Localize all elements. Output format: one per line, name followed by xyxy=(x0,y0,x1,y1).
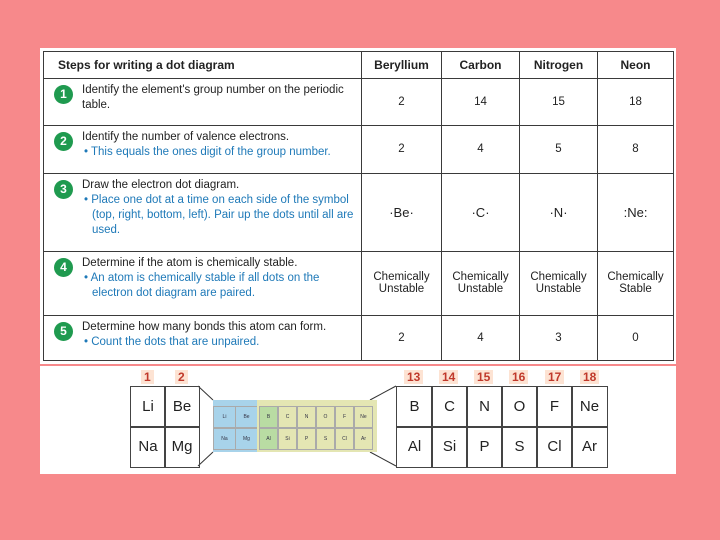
header-row xyxy=(44,52,674,79)
element-box: Na xyxy=(130,426,166,468)
element-box: Al xyxy=(396,426,433,468)
value-cell: 8 xyxy=(598,125,674,173)
step-number: 5 xyxy=(54,322,73,341)
value-cell: Chemically Unstable xyxy=(442,251,520,316)
group-label: 17 xyxy=(545,370,564,384)
beryllium-dot-diagram: ·Be· xyxy=(389,204,414,220)
neon-header: Neon xyxy=(598,52,674,79)
value-cell: 5 xyxy=(520,125,598,173)
value-cell: 2 xyxy=(362,316,442,361)
step-subtext: • Place one dot at a time on each side of the symbol (top, right, bottom, left). Pair up the dots until all are used. xyxy=(82,193,355,238)
steps-header: Steps for writing a dot diagram xyxy=(44,52,362,79)
step-number: 3 xyxy=(54,180,73,199)
value-cell: 4 xyxy=(442,316,520,361)
dot-diagram-steps-panel xyxy=(40,48,676,364)
value-cell: 15 xyxy=(520,79,598,126)
step-number: 4 xyxy=(54,258,73,277)
step-cell xyxy=(44,251,362,316)
beryllium-header: Beryllium xyxy=(362,52,442,79)
table-row xyxy=(44,125,674,173)
element-box: Ar xyxy=(571,426,608,468)
element-box: Mg xyxy=(164,426,200,468)
value-cell: 2 xyxy=(362,79,442,126)
step-text: Determine if the atom is chemically stable. xyxy=(82,256,298,269)
value-cell: 18 xyxy=(598,79,674,126)
nitrogen-dot-diagram: ·N· xyxy=(549,204,568,220)
group-label: 15 xyxy=(474,370,493,384)
nitrogen-header: Nitrogen xyxy=(520,52,598,79)
mini-block-right: B C N O F Ne Al Si P S Cl Ar xyxy=(257,400,377,452)
element-box: B xyxy=(396,386,433,428)
mini-block-left: Li Be Na Mg xyxy=(213,400,257,452)
step-cell xyxy=(44,125,362,173)
value-cell: 2 xyxy=(362,125,442,173)
table-row xyxy=(44,173,674,251)
group-label: 13 xyxy=(404,370,423,384)
element-box: S xyxy=(501,426,538,468)
group-label: 16 xyxy=(509,370,528,384)
step-subtext: • Count the dots that are unpaired. xyxy=(82,335,355,350)
group-label: 1 xyxy=(141,370,154,384)
element-box: P xyxy=(466,426,503,468)
element-box: C xyxy=(431,386,468,428)
element-box: O xyxy=(501,386,538,428)
step-cell xyxy=(44,316,362,361)
steps-table xyxy=(43,51,674,361)
step-cell xyxy=(44,173,362,251)
carbon-dot-diagram: ·C· xyxy=(471,204,490,220)
table-row xyxy=(44,79,674,126)
value-cell: 14 xyxy=(442,79,520,126)
element-box: Li xyxy=(130,386,166,428)
step-subtext: • An atom is chemically stable if all dots on the electron dot diagram are paired. xyxy=(82,271,355,301)
step-text: Identify the element's group number on the periodic table. xyxy=(82,84,344,112)
group-label: 2 xyxy=(175,370,188,384)
carbon-header: Carbon xyxy=(442,52,520,79)
neon-dot-diagram: :Ne: xyxy=(623,204,648,220)
element-box: F xyxy=(536,386,573,428)
dot-diagram-cell xyxy=(442,173,520,251)
step-number: 1 xyxy=(54,85,73,104)
periodic-table-strip xyxy=(40,366,676,474)
element-box: Ne xyxy=(571,386,608,428)
step-subtext: • This equals the ones digit of the group number. xyxy=(82,145,355,160)
value-cell: Chemically Stable xyxy=(598,251,674,316)
step-text: Draw the electron dot diagram. xyxy=(82,178,240,191)
value-cell: 0 xyxy=(598,316,674,361)
dot-diagram-cell xyxy=(598,173,674,251)
element-box: Cl xyxy=(536,426,573,468)
group-label: 14 xyxy=(439,370,458,384)
element-box: Si xyxy=(431,426,468,468)
dot-diagram-cell xyxy=(520,173,598,251)
table-row xyxy=(44,316,674,361)
element-box: N xyxy=(466,386,503,428)
table-row xyxy=(44,251,674,316)
dot-diagram-cell xyxy=(362,173,442,251)
step-cell xyxy=(44,79,362,126)
value-cell: 3 xyxy=(520,316,598,361)
element-box: Be xyxy=(164,386,200,428)
step-number: 2 xyxy=(54,132,73,151)
value-cell: Chemically Unstable xyxy=(362,251,442,316)
value-cell: 4 xyxy=(442,125,520,173)
step-text: Identify the number of valence electrons. xyxy=(82,130,290,143)
step-text: Determine how many bonds this atom can form. xyxy=(82,321,327,334)
value-cell: Chemically Unstable xyxy=(520,251,598,316)
group-label: 18 xyxy=(580,370,599,384)
